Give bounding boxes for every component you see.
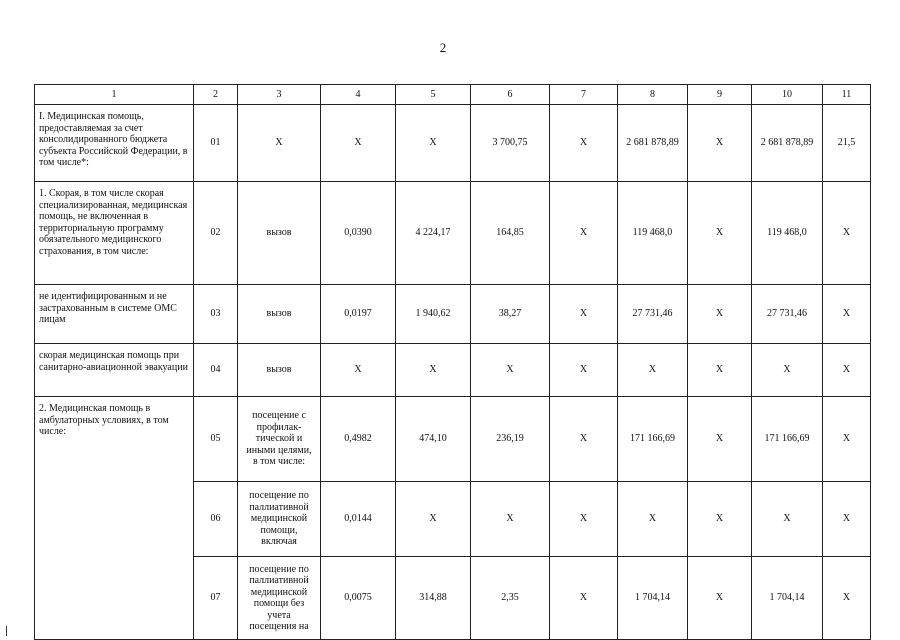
row-code: 01	[194, 105, 238, 182]
cell-col-10: 2 681 878,89	[752, 105, 823, 182]
cell-col-6: 2,35	[471, 557, 550, 640]
cell-col-11: X	[823, 344, 871, 397]
cell-col-5: X	[396, 344, 471, 397]
cell-col-11: X	[823, 182, 871, 285]
cell-col-6: X	[471, 344, 550, 397]
page-number: 2	[439, 40, 447, 55]
cell-col-6: 3 700,75	[471, 105, 550, 182]
cell-col-10: X	[752, 482, 823, 557]
row-code: 04	[194, 344, 238, 397]
cell-col-8: X	[618, 344, 688, 397]
table-row	[35, 397, 871, 482]
cell-col-9: X	[688, 285, 752, 344]
cell-col-11: X	[823, 557, 871, 640]
column-header-6: 6	[471, 85, 550, 105]
row-unit: посещение по паллиативной медицинской помощи без учета посещения на	[238, 557, 321, 640]
cell-col-4: 0,0144	[321, 482, 396, 557]
row-description: I. Медицинская помощь, предоставляемая за счет консолидированного бюджета субъекта Российской Федерации, в том числе*:	[35, 105, 194, 182]
column-header-3: 3	[238, 85, 321, 105]
cell-col-7: X	[550, 285, 618, 344]
column-header-4: 4	[321, 85, 396, 105]
row-code: 02	[194, 182, 238, 285]
row-unit: X	[238, 105, 321, 182]
column-header-10: 10	[752, 85, 823, 105]
cell-col-4: 0,0197	[321, 285, 396, 344]
cell-col-9: X	[688, 182, 752, 285]
cell-col-8: 171 166,69	[618, 397, 688, 482]
cell-col-10: 119 468,0	[752, 182, 823, 285]
cell-col-9: X	[688, 482, 752, 557]
header-row	[35, 85, 871, 105]
cell-col-7: X	[550, 482, 618, 557]
row-unit: посещение по паллиативной медицинской помощи, включая	[238, 482, 321, 557]
cell-col-4: 0,0075	[321, 557, 396, 640]
row-code: 05	[194, 397, 238, 482]
cell-col-10: 1 704,14	[752, 557, 823, 640]
cell-col-9: X	[688, 397, 752, 482]
cell-col-8: 1 704,14	[618, 557, 688, 640]
cell-col-5: 4 224,17	[396, 182, 471, 285]
cell-col-4: 0,4982	[321, 397, 396, 482]
table-row	[35, 182, 871, 285]
column-header-7: 7	[550, 85, 618, 105]
table-row	[35, 105, 871, 182]
cell-col-5: 474,10	[396, 397, 471, 482]
cell-col-10: 27 731,46	[752, 285, 823, 344]
cell-col-9: X	[688, 557, 752, 640]
column-header-1: 1	[35, 85, 194, 105]
row-code: 07	[194, 557, 238, 640]
cell-col-7: X	[550, 397, 618, 482]
row-code: 03	[194, 285, 238, 344]
row-unit: вызов	[238, 182, 321, 285]
table-row	[35, 344, 871, 397]
row-code: 06	[194, 482, 238, 557]
cell-col-4: X	[321, 344, 396, 397]
cell-col-7: X	[550, 557, 618, 640]
cell-col-8: X	[618, 482, 688, 557]
cell-col-7: X	[550, 105, 618, 182]
cell-col-8: 27 731,46	[618, 285, 688, 344]
cell-col-6: 164,85	[471, 182, 550, 285]
row-unit: вызов	[238, 285, 321, 344]
row-description: скорая медицинская помощь при санитарно-авиационной эвакуации	[35, 344, 194, 397]
column-header-9: 9	[688, 85, 752, 105]
cell-col-7: X	[550, 344, 618, 397]
cell-col-11: X	[823, 285, 871, 344]
cell-col-5: X	[396, 105, 471, 182]
cell-col-4: X	[321, 105, 396, 182]
row-unit: посещение с профилак-тической и иными целями, в том числе:	[238, 397, 321, 482]
cell-col-11: X	[823, 397, 871, 482]
row-description: не идентифицированным и не застрахованным в системе ОМС лицам	[35, 285, 194, 344]
row-description: 2. Медицинская помощь в амбулаторных условиях, в том числе:	[35, 397, 194, 640]
cell-col-10: 171 166,69	[752, 397, 823, 482]
column-header-11: 11	[823, 85, 871, 105]
cell-col-6: X	[471, 482, 550, 557]
cell-col-5: 1 940,62	[396, 285, 471, 344]
cell-col-6: 236,19	[471, 397, 550, 482]
row-description: 1. Скорая, в том числе скорая специализированная, медицинская помощь, не включенная в территориальную программу обязательного медицинского страхования, в том числе:	[35, 182, 194, 285]
cell-col-7: X	[550, 182, 618, 285]
data-table	[34, 84, 871, 640]
cell-col-8: 2 681 878,89	[618, 105, 688, 182]
cell-col-9: X	[688, 105, 752, 182]
row-unit: вызов	[238, 344, 321, 397]
scan-edge-mark	[6, 626, 7, 636]
cell-col-5: 314,88	[396, 557, 471, 640]
cell-col-11: X	[823, 482, 871, 557]
cell-col-8: 119 468,0	[618, 182, 688, 285]
cell-col-6: 38,27	[471, 285, 550, 344]
cell-col-4: 0,0390	[321, 182, 396, 285]
cell-col-11: 21,5	[823, 105, 871, 182]
column-header-8: 8	[618, 85, 688, 105]
cell-col-5: X	[396, 482, 471, 557]
cell-col-9: X	[688, 344, 752, 397]
column-header-2: 2	[194, 85, 238, 105]
table-row	[35, 285, 871, 344]
cell-col-10: X	[752, 344, 823, 397]
column-header-5: 5	[396, 85, 471, 105]
